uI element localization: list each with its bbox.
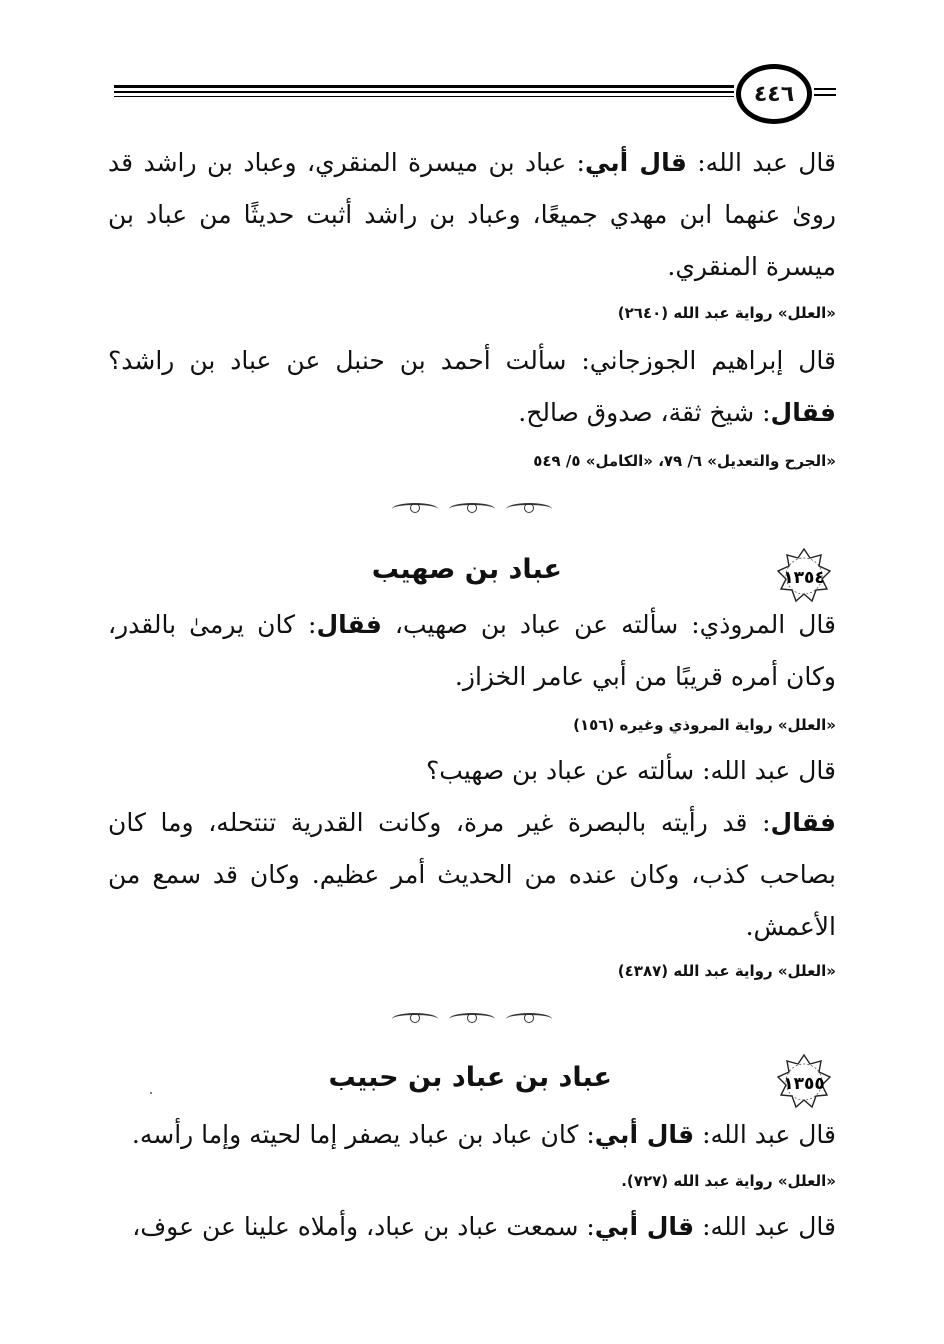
scan-speck [150, 1092, 152, 1094]
paragraph-line: قال عبد الله: قال أبي: سمعت عباد بن عباد، وأملاه علينا عن عوف، [132, 1212, 836, 1241]
paragraph-line: ميسرة المنقري. [667, 252, 836, 281]
paragraph-line: قال إبراهيم الجوزجاني: سألت أحمد بن حنبل عن عباد بن راشد؟ [108, 346, 836, 375]
entry-number: ١٣٥٥ [783, 1074, 825, 1094]
bold-phrase: فقال [770, 398, 836, 427]
entry-number-badge [774, 1052, 834, 1112]
paragraph-line: قال المروذي: سألته عن عباد بن صهيب، فقال: كان يرمىٰ بالقدر، [108, 610, 836, 639]
source-citation: «العلل» رواية عبد الله (٢٦٤٠) [617, 304, 836, 322]
entry-number: ١٣٥٤ [783, 568, 825, 588]
bold-phrase: قال أبي [594, 1212, 695, 1241]
bold-phrase: قال أبي [584, 148, 687, 177]
header-rule [114, 85, 734, 97]
source-citation: «العلل» رواية عبد الله (٧٢٧). [621, 1172, 836, 1190]
paragraph-line: فقال: قد رأيته بالبصرة غير مرة، وكانت القدرية تنتحله، وما كان [108, 808, 836, 837]
paragraph-line: وكان أمره قريبًا من أبي عامر الخزاز. [454, 662, 836, 691]
entry-number-badge [774, 546, 834, 606]
bold-phrase: فقال [316, 610, 382, 639]
bold-phrase: قال أبي [594, 1120, 695, 1149]
paragraph-line: قال عبد الله: قال أبي: عباد بن ميسرة المنقري، وعباد بن راشد قد [108, 148, 837, 177]
bold-phrase: فقال [770, 808, 836, 837]
paragraph-line: قال عبد الله: سألته عن عباد بن صهيب؟ [426, 756, 836, 785]
source-citation: «العلل» رواية المروذي وغيره (١٥٦) [573, 716, 836, 734]
entry-title: عباد بن عباد بن حبيب [328, 1062, 612, 1093]
page-number-badge [728, 58, 838, 130]
section-divider-ornament [392, 1012, 552, 1026]
paragraph-line: الأعمش. [745, 912, 836, 941]
paragraph-line: قال عبد الله: قال أبي: كان عباد بن عباد يصفر إما لحيته وإما رأسه. [131, 1120, 836, 1149]
paragraph-line: فقال: شيخ ثقة، صدوق صالح. [518, 398, 836, 427]
page-number: ٤٤٦ [736, 64, 812, 124]
entry-title: عباد بن صهيب [371, 554, 562, 585]
paragraph-line: بصاحب كذب، وكان عنده من الحديث أمر عظيم. وكان قد سمع من [108, 860, 836, 889]
paragraph-line: رویٰ عنهما ابن مهدي جميعًا، وعباد بن راشد أثبت حديثًا من عباد بن [108, 200, 836, 229]
source-citation: «الجرح والتعديل» ٦/ ٧٩، «الكامل» ٥/ ٥٤٩ [533, 452, 836, 470]
section-divider-ornament [392, 502, 552, 516]
source-citation: «العلل» رواية عبد الله (٤٣٨٧) [617, 962, 836, 980]
